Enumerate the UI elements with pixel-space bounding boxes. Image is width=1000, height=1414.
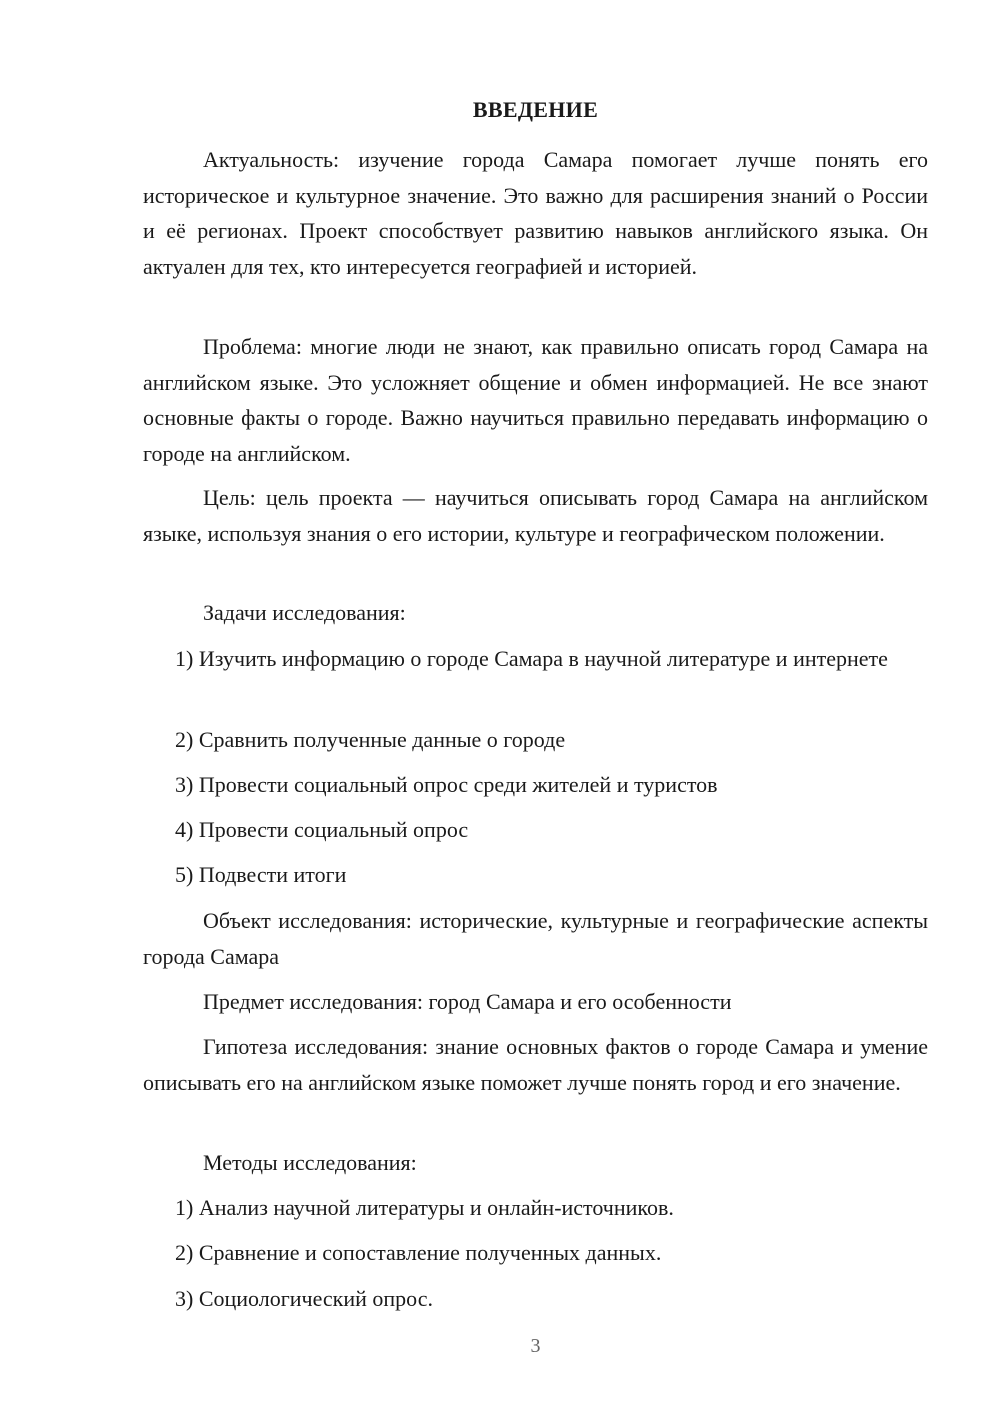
object-paragraph: Объект исследования: исторические, культурные и географические аспекты города Самара [143,908,928,969]
task-item-3: 3) Провести социальный опрос среди жителей и туристов [175,772,718,797]
tasks-heading: Задачи исследования: [203,600,406,625]
task-item-1: 1) Изучить информацию о городе Самара в научной литературе и интернете [175,646,888,671]
methods-heading: Методы исследования: [203,1150,417,1175]
subject-paragraph: Предмет исследования: город Самара и его особенности [203,989,732,1014]
goal-paragraph: Цель: цель проекта — научиться описывать город Самара на английском языке, используя знания о его истории, культуре и географическом положении. [143,485,928,546]
task-item-4: 4) Провести социальный опрос [175,817,469,842]
task-item-5: 5) Подвести итоги [175,862,347,887]
hypothesis-paragraph: Гипотеза исследования: знание основных фактов о городе Самара и умение описывать его на английском языке поможет лучше понять город и его значение. [143,1034,928,1095]
task-item-2: 2) Сравнить полученные данные о городе [175,727,566,752]
document-page [143,0,928,1414]
method-item-3: 3) Социологический опрос. [175,1286,433,1311]
problem-paragraph: Проблема: многие люди не знают, как правильно описать город Самара на английском языке. Это усложняет общение и обмен информацией. Не все знают основные факты о городе. Важно научиться правильно передавать информацию о городе на английском. [143,334,928,466]
method-item-2: 2) Сравнение и сопоставление полученных данных. [175,1240,662,1265]
method-item-1: 1) Анализ научной литературы и онлайн-источников. [175,1195,674,1220]
relevance-paragraph: Актуальность: изучение города Самара помогает лучше понять его историческое и культурное значение. Это важно для расширения знаний о России и её регионах. Проект способствует развитию навыков английского языка. Он актуален для тех, кто интересуется географией и историей. [143,147,928,279]
section-title: ВВЕДЕНИЕ [472,97,599,122]
page-number: 3 [530,1335,541,1357]
